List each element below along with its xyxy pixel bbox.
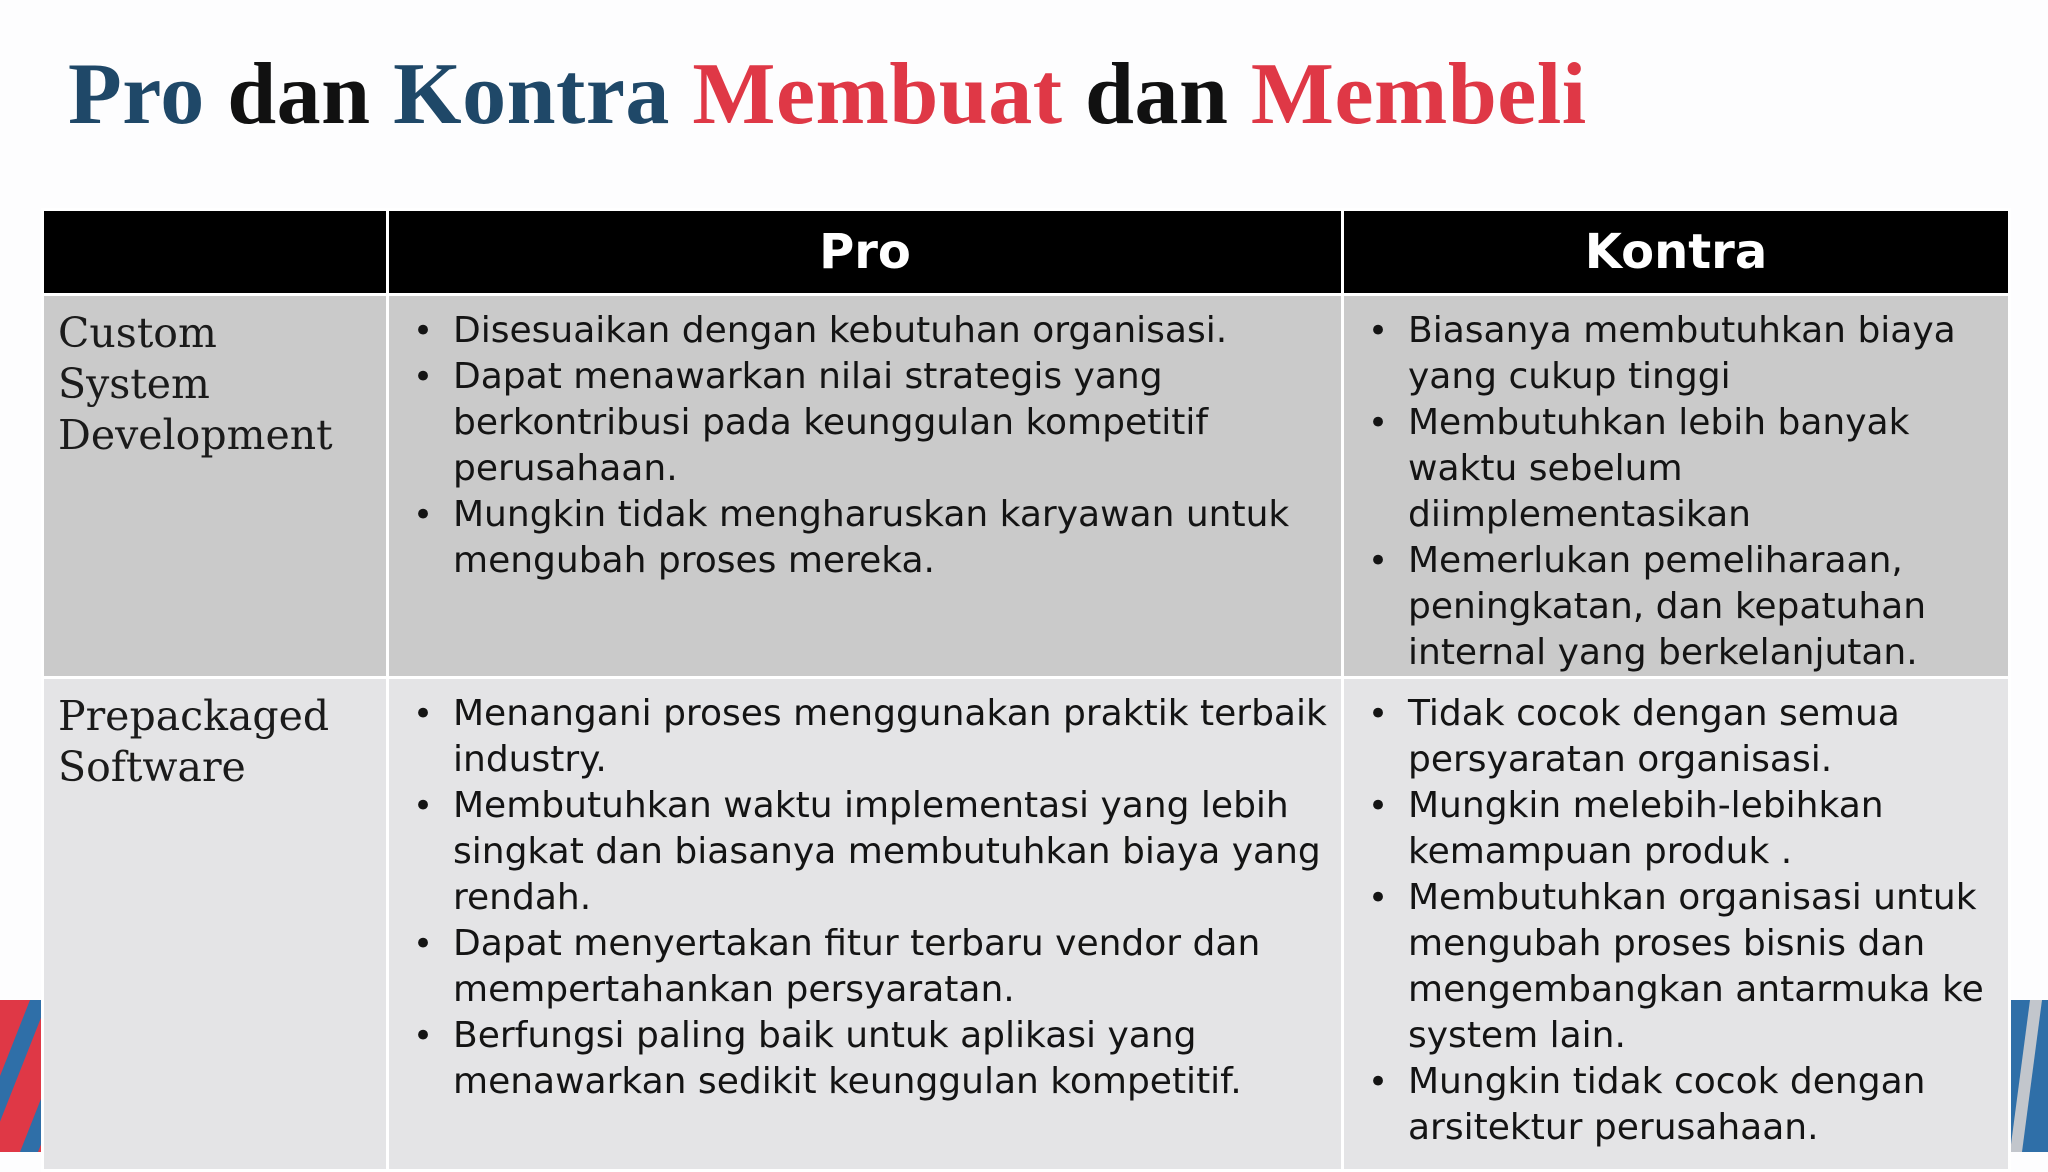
title-word-dan: dan [227, 46, 371, 143]
title-word-dan-2: dan [1085, 46, 1229, 143]
row-label-prepackaged: Prepackaged Software [43, 678, 388, 1171]
pro-cell-custom [388, 295, 1343, 678]
list-item: • Biasanya membutuhkan biaya yang cukup tinggi [1368, 308, 1996, 400]
pro-list-prepackaged [389, 679, 1341, 1105]
list-item: • Mungkin melebih-lebihkan kemampuan produk . [1368, 783, 1996, 875]
title-word-membeli: Membeli [1250, 46, 1587, 143]
list-item: • Disesuaikan dengan kebutuhan organisasi. [413, 308, 1329, 354]
table-row [43, 678, 2010, 1171]
list-item: • Membutuhkan waktu implementasi yang lebih singkat dan biasanya membutuhkan biaya yang rendah. [413, 783, 1329, 921]
list-item: • Berfungsi paling baik untuk aplikasi yang menawarkan sedikit keunggulan kompetitif. [413, 1013, 1329, 1105]
kontra-list-custom [1344, 296, 2008, 676]
title-word-kontra: Kontra [393, 46, 670, 143]
slide-title [68, 40, 1587, 150]
list-item: • Membutuhkan organisasi untuk mengubah proses bisnis dan mengembangkan antarmuka ke system lain. [1368, 875, 1996, 1059]
table-row [43, 295, 2010, 678]
title-word-pro: Pro [68, 46, 205, 143]
list-item: • Mungkin tidak cocok dengan arsitektur perusahaan. [1368, 1059, 1996, 1151]
list-item: • Tidak cocok dengan semua persyaratan organisasi. [1368, 691, 1996, 783]
comparison-table [41, 208, 2011, 1172]
title-word-membuat: Membuat [692, 46, 1063, 143]
list-item: • Menangani proses menggunakan praktik terbaik industry. [413, 691, 1329, 783]
header-pro: Pro [388, 210, 1343, 295]
table-header-row [43, 210, 2010, 295]
list-item: • Dapat menyertakan fitur terbaru vendor dan mempertahankan persyaratan. [413, 921, 1329, 1013]
list-item: • Memerlukan pemeliharaan, peningkatan, dan kepatuhan internal yang berkelanjutan. [1368, 538, 1996, 676]
kontra-cell-prepackaged [1343, 678, 2010, 1171]
list-item: • Mungkin tidak mengharuskan karyawan untuk mengubah proses mereka. [413, 492, 1329, 584]
pro-list-custom [389, 296, 1341, 584]
header-kontra: Kontra [1343, 210, 2010, 295]
header-empty [43, 210, 388, 295]
pro-cell-prepackaged [388, 678, 1343, 1171]
list-item: • Membutuhkan lebih banyak waktu sebelum diimplementasikan [1368, 400, 1996, 538]
row-label-custom: Custom System Development [43, 295, 388, 678]
list-item: • Dapat menawarkan nilai strategis yang berkontribusi pada keunggulan kompetitif perusahaan. [413, 354, 1329, 492]
kontra-list-prepackaged [1344, 679, 2008, 1151]
kontra-cell-custom [1343, 295, 2010, 678]
